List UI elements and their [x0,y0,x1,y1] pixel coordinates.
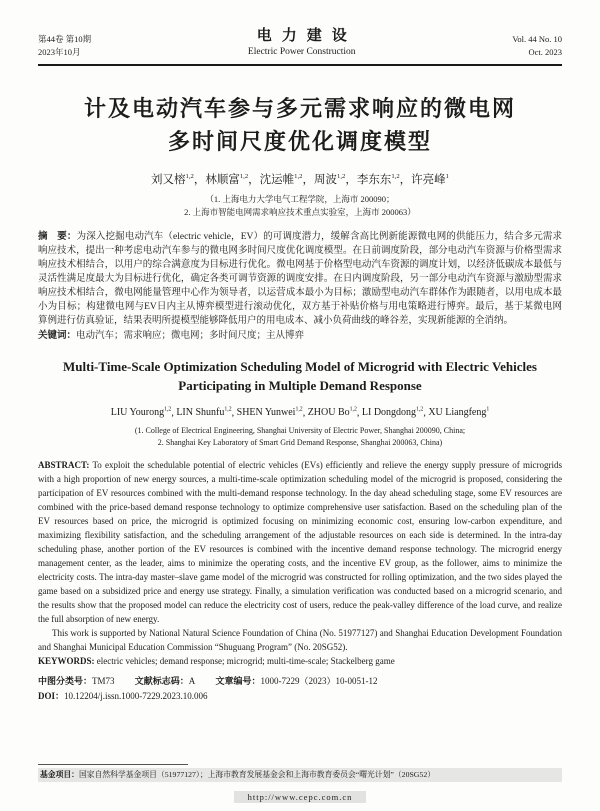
author: 周波$^{1,2}$ [314,173,346,186]
journal-name-cn: 电力建设 [256,28,357,44]
author: XU Liangfeng$^1$ [428,407,490,419]
abstract-cn [38,230,562,328]
journal-name-en: Electric Power Construction [247,47,356,57]
header-divider [38,64,562,66]
article-title-cn-line2: 多时间尺度优化调度模型 [167,129,432,154]
abstract-en-text: To exploit the schedulable potential of electric vehicles (EVs) efficiently and relieve the energy supply pressure of microgrids with a high proportion of new energy sources, a multi-time-scale optimization scheduling model of the microgrid is proposed, considering the participation of EV resources combined with the multi-demand response technology. In the day ahead scheduling stage, some EV resources are combined with the price-based demand response technology to optimize comprehensive user satisfaction. Based on the scheduling plan of the EV resources based on price, the microgrid is optimized focusing on minimizing economic cost, ensuring low-carbon expenditure, and maximizing flexibility satisfaction, and the scheduling arrangement of the adjustable resources on each side is determined. In the intra-day scheduling phase, another portion of the EV resources is combined with the incentive demand response technology. The microgrid energy management center, as the leader, aims to minimize the operating costs, and the incentive EV group, as the follower, aims to minimize the electricity costs. The intra-day master–slave game model of the microgrid was constructed for rolling optimization, and the two sides played the game based on a subsidized price and energy use strategy. Finally, a simulation verification was conducted based on a microgrid scenario, and the results show that the proposed model can reduce the electricity cost of users, reduce the peak-valley difference of the load curve, and realize the full absorption of new energy. [38,460,562,625]
fund-note-text: 国家自然科学基金项目（51977127）；上海市教育发展基金会和上海市教育委员会“曙光计划”（20SG52） [78,770,436,779]
article-title-cn [38,92,562,158]
volume-line-en: Vol. 44 No. 10 [512,34,562,44]
journal-name-block [91,24,512,59]
keywords-en [38,654,562,668]
author: LIU Yourong$^{1,2}$ [110,407,172,419]
keywords-en-text: electric vehicles; demand response; microgrid; multi-time-scale; Stackelberg game [96,656,395,667]
keywords-cn-text: 电动汽车；需求响应；微电网；多时间尺度；主从博弈 [76,331,305,341]
keywords-cn [38,329,562,343]
doi-value: 10.12204/j.issn.1000-7229.2023.10.006 [64,691,208,702]
author: LI Dongdong$^{1,2}$ [361,407,424,419]
keywords-en-label: KEYWORDS: [38,656,95,667]
journal-header [38,24,562,59]
author: LIN Shunfu$^{1,2}$ [176,407,232,419]
author: 李东东$^{1,2}$ [356,173,400,186]
abstract-cn-text: 为深入挖掘电动汽车（electric vehicle，EV）的可调度潜力，缓解含高比例新能源微电网的供能压力，结合多元需求响应技术，提出一种考虑电动汽车参与的微电网多时间尺度优化调度模型。在日前调度阶段，部分电动汽车资源与价格型需求响应技术相结合，以用户的综合满意度为目标进行优化。微电网基于价格型电动汽车资源的调度计划，以经济低碳成本最低与灵活性满足度最大为目标进行优化，确定各类可调节资源的调度安排。在日内调度阶段，另一部分电动汽车资源与激励型需求响应技术相结合，微电网能量管理中心作为领导者，以运营成本最小为目标；激励型电动汽车群体作为跟随者，以用电成本最小为目标；构建微电网与EV日内主从博弈模型进行滚动优化，双方基于补贴价格与用电策略进行博弈。最后，基于某微电网算例进行仿真验证，结果表明所提模型能够降低用户的用电成本、减小负荷曲线的峰谷差，实现新能源的全消纳。 [38,232,562,326]
abstract-en-label: ABSTRACT: [38,460,90,471]
doc-code-label: 文献标志码： [134,676,189,687]
journal-website-link[interactable]: http://www.cepc.com.cn [234,791,367,803]
affiliation-en-line1: (1. College of Electrical Engineering, Shanghai University of Electric Power, Shanghai 200090, China; [134,426,466,436]
funding-statement-en: This work is supported by National Natural Science Foundation of China (No. 51977127) and Shanghai Education Development Foundation and Shanghai Municipal Education Commission “Shuguang Program” (No. 20SG52). [38,628,562,653]
affiliation-cn-line2: 2. 上海市智能电网需求响应技术重点实验室，上海市 200063） [184,206,416,217]
article-title-en-line1: Multi-Time-Scale Optimization Scheduling Model of Microgrid with [63,359,443,374]
article-id-label: 文章编号： [215,676,261,687]
footnote-divider [38,764,188,765]
article-title-en [50,357,550,395]
authors-en: LIU Yourong$^{1,2}$, LIN Shunfu$^{1,2}$, SHEN Yunwei$^{1,2}$, ZHOU Bo$^{1,2}$, LI Dongdong$^{1,2}$, XU Liangfeng$^1$ [110,407,490,419]
clc-value: TM73 [92,676,115,687]
author: SHEN Yunwei$^{1,2}$ [236,407,303,419]
volume-line-cn: 第44卷 第10期 [38,34,92,44]
doi-label: DOI： [38,691,65,702]
date-line-en: Oct. 2023 [528,47,562,57]
keywords-cn-label: 关键词： [38,331,77,341]
site-url-row [38,787,562,805]
article-id-value: 1000-7229（2023）10-0051-12 [260,676,378,687]
fund-note [38,768,562,782]
doc-code-value: A [188,676,196,687]
author: 刘又榕$^{1,2}$ [151,173,194,186]
volume-issue-cn [38,33,91,59]
clc-label: 中图分类号： [38,676,93,687]
author: 林顺富$^{1,2}$ [205,173,249,186]
date-line-cn: 2023年10月 [38,47,81,57]
doi-row [38,690,562,703]
author: ZHOU Bo$^{1,2}$ [307,407,357,419]
page-footer [38,764,562,805]
volume-issue-en [512,33,562,59]
article-title-en-line2: Electric Vehicles Participating in Multiple Demand Response [178,359,537,393]
article-title-cn-line1: 计及电动汽车参与多元需求响应的微电网 [83,96,516,121]
affiliation-cn-line1: （1. 上海电力大学电气工程学院，上海市 200090； [205,194,395,204]
abstract-en [38,458,562,626]
abstract-cn-label: 摘 要： [38,232,77,242]
author: 沈运帷$^{1,2}$ [259,173,303,186]
affiliation-en-line2: 2. Shanghai Key Laboratory of Smart Grid Demand Response, Shanghai 200063, China) [157,437,443,447]
affiliation-en [38,425,562,448]
authors-cn: 刘又榕$^{1,2}$，林顺富$^{1,2}$，沈运帷$^{1,2}$，周波$^{1,2}$，李东东$^{1,2}$，许亮峰$^1$ [151,173,449,186]
affiliation-cn [38,193,562,218]
classification-row [38,675,562,688]
author: 许亮峰$^1$ [411,173,449,186]
fund-note-label: 基金项目： [40,770,79,779]
